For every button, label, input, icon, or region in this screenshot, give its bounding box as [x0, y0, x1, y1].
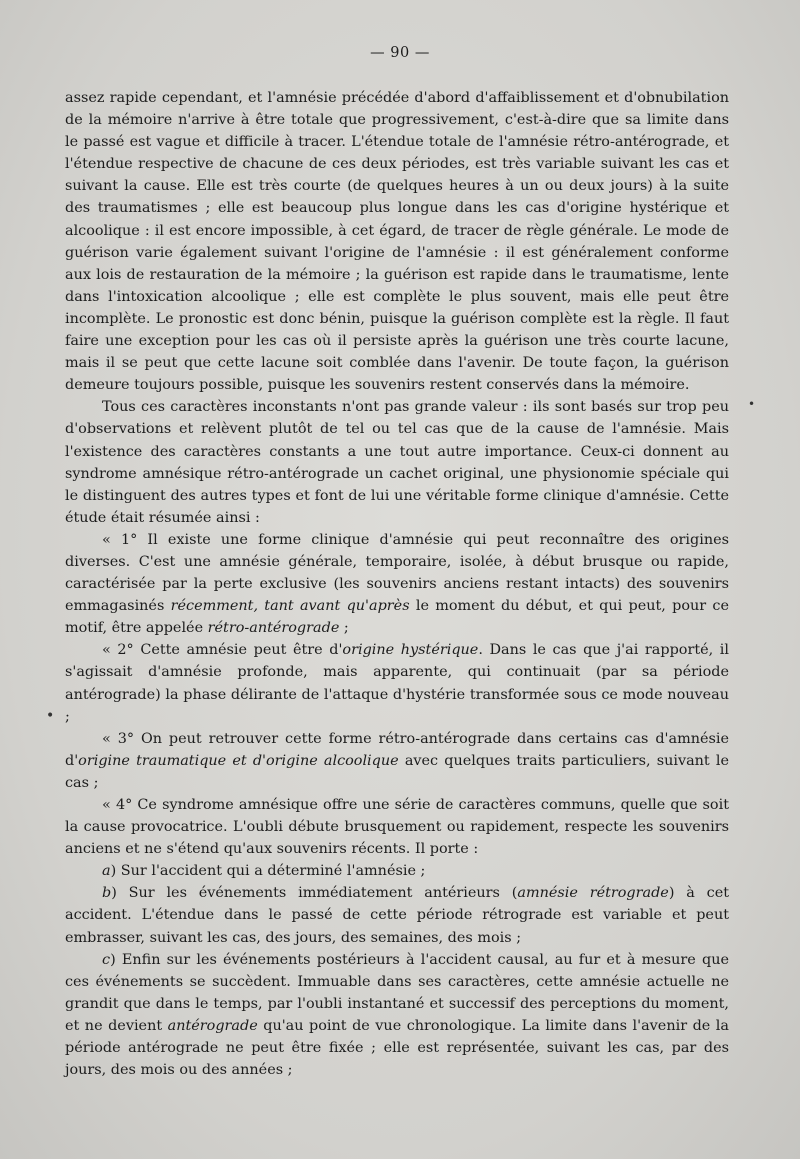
text-segment: avec quelques traits particuliers, suivant le cas ; [65, 752, 729, 791]
text-segment: « 4° Ce syndrome amnésique offre une série de caractères communs, quelle que soit la cause provocatrice. L'oubli débute brusquement ou rapidement, respecte les souvenirs anciens et ne s'étend qu'aux souvenirs récents. Il porte : [65, 797, 729, 858]
paragraph-p5 [65, 728, 729, 794]
paragraph-p1 [65, 87, 729, 396]
margin-mark: • [748, 397, 756, 411]
paragraph-p2 [65, 396, 729, 529]
paragraph-p6 [65, 794, 729, 860]
text-segment: Tous ces caractères inconstants n'ont pas grande valeur : ils sont basés sur trop peu d'observations et relèvent plutôt de tel ou tel cas que de la cause de l'amnésie. Mais l'existence des caractères constants a une tout autre importance. Ceux-ci donnent au syndrome amnésique rétro-antérograde un cachet original, une physionomie spéciale qui le distinguent des autres types et font de lui une véritable forme clinique d'amnésie. Cette étude était résumée ainsi : [65, 399, 729, 526]
paragraph-p3 [65, 529, 729, 639]
paragraph-p4 [65, 639, 729, 727]
text-segment: . Dans le cas que j'ai rapporté, il s'agissait d'amnésie profonde, mais apparente, qui continuait (par sa période antérograde) la phase délirante de l'attaque d'hystérie transformée sous ce mode nouveau ; [65, 642, 729, 725]
margin-mark: • [46, 708, 55, 724]
page-number: — 90 — [370, 45, 430, 61]
italic-text: amnésie rétrograde [517, 885, 669, 902]
text-segment: « 2° Cette amnésie peut être d' [102, 642, 343, 659]
italic-text: origine traumatique et d'origine alcoolique [78, 752, 399, 769]
text-segment: ) à cet accident. L'étendue dans le passé de cette période rétrograde est variable et peut embrasser, suivant les cas, des jours, des semaines, des mois ; [65, 885, 730, 946]
text-segment: « 3° On peut retrouver cette forme rétro-antérograde dans certains cas d'amnésie d' [65, 730, 729, 769]
text-segment: « 1° Il existe une forme clinique d'amnésie qui peut reconnaître des origines diverses. C'est une amnésie générale, temporaire, isolée, à début brusque ou rapide, caractérisée par la perte exclusive (les souvenirs anciens restant intacts) des souvenirs emmagasinés [65, 531, 729, 615]
text-segment: ) Enfin sur les événements postérieurs à l'accident causal, au fur et à mesure que ces événements se succèdent. Immuable dans ses caractères, cette amnésie actuelle ne grandit que dans le temps, par l'oubli instantané et successif des perceptions du moment, et ne devient [65, 951, 729, 1034]
paragraph-p9 [65, 949, 729, 1082]
text-segment: assez rapide cependant, et l'amnésie précédée d'abord d'affaiblissement et d'obnubilation de la mémoire n'arrive à être totale que progressivement, c'est-à-dire que sa limite dans le passé est vague et difficile à tracer. L'étendue totale de l'amnésie rétro-antérograde, et l'étendue respective de chacune de ces deux périodes, est très variable suivant les cas et suivant la cause. Elle est très courte (de quelques heures à un ou deux jours) à la suite des traumatismes ; elle est beaucoup plus longue dans les cas d'origine hystérique et alcoolique : il est encore impossible, à cet égard, de tracer de règle générale. Le mode de guérison varie également suivant l'origine de l'amnésie : il est généralement conforme aux lois de restauration de la mémoire ; la guérison est rapide dans le traumatisme, lente dans l'intoxication alcoolique ; elle est complète le plus souvent, mais elle peut être incomplète. Le pronostic est donc bénin, puisque la guérison complète est la règle. Il faut faire une exception pour les cas où il persiste après la guérison une très courte lacune, mais il se peut que cette lacune soit comblée dans l'avenir. De toute façon, la guérison demeure toujours possible, puisque les souvenirs restent conservés dans la mémoire. [65, 90, 729, 394]
italic-text: b [102, 885, 112, 902]
paragraph-p7 [65, 860, 729, 882]
italic-text: récemment, tant avant qu'après [170, 598, 410, 615]
text-segment: ) Sur l'accident qui a déterminé l'amnésie ; [110, 863, 426, 880]
italic-text: a [102, 863, 111, 880]
italic-text: rétro-antérograde [207, 620, 340, 637]
text-segment: le moment du début, et qui peut, pour ce motif, être appelée [65, 598, 729, 637]
paragraph-p8 [65, 882, 729, 948]
italic-text: origine hystérique [342, 642, 479, 659]
italic-text: antérograde [167, 1017, 258, 1034]
body-text [65, 87, 729, 1081]
text-segment: qu'au point de vue chronologique. La limite dans l'avenir de la période antérograde ne peut être fixée ; elle est représentée, suivant les cas, par des jours, des mois ou des années ; [65, 1017, 729, 1079]
text-segment: ) Sur les événements immédiatement antérieurs ( [111, 885, 518, 902]
italic-text: c [102, 951, 111, 968]
text-segment: ; [339, 620, 349, 637]
